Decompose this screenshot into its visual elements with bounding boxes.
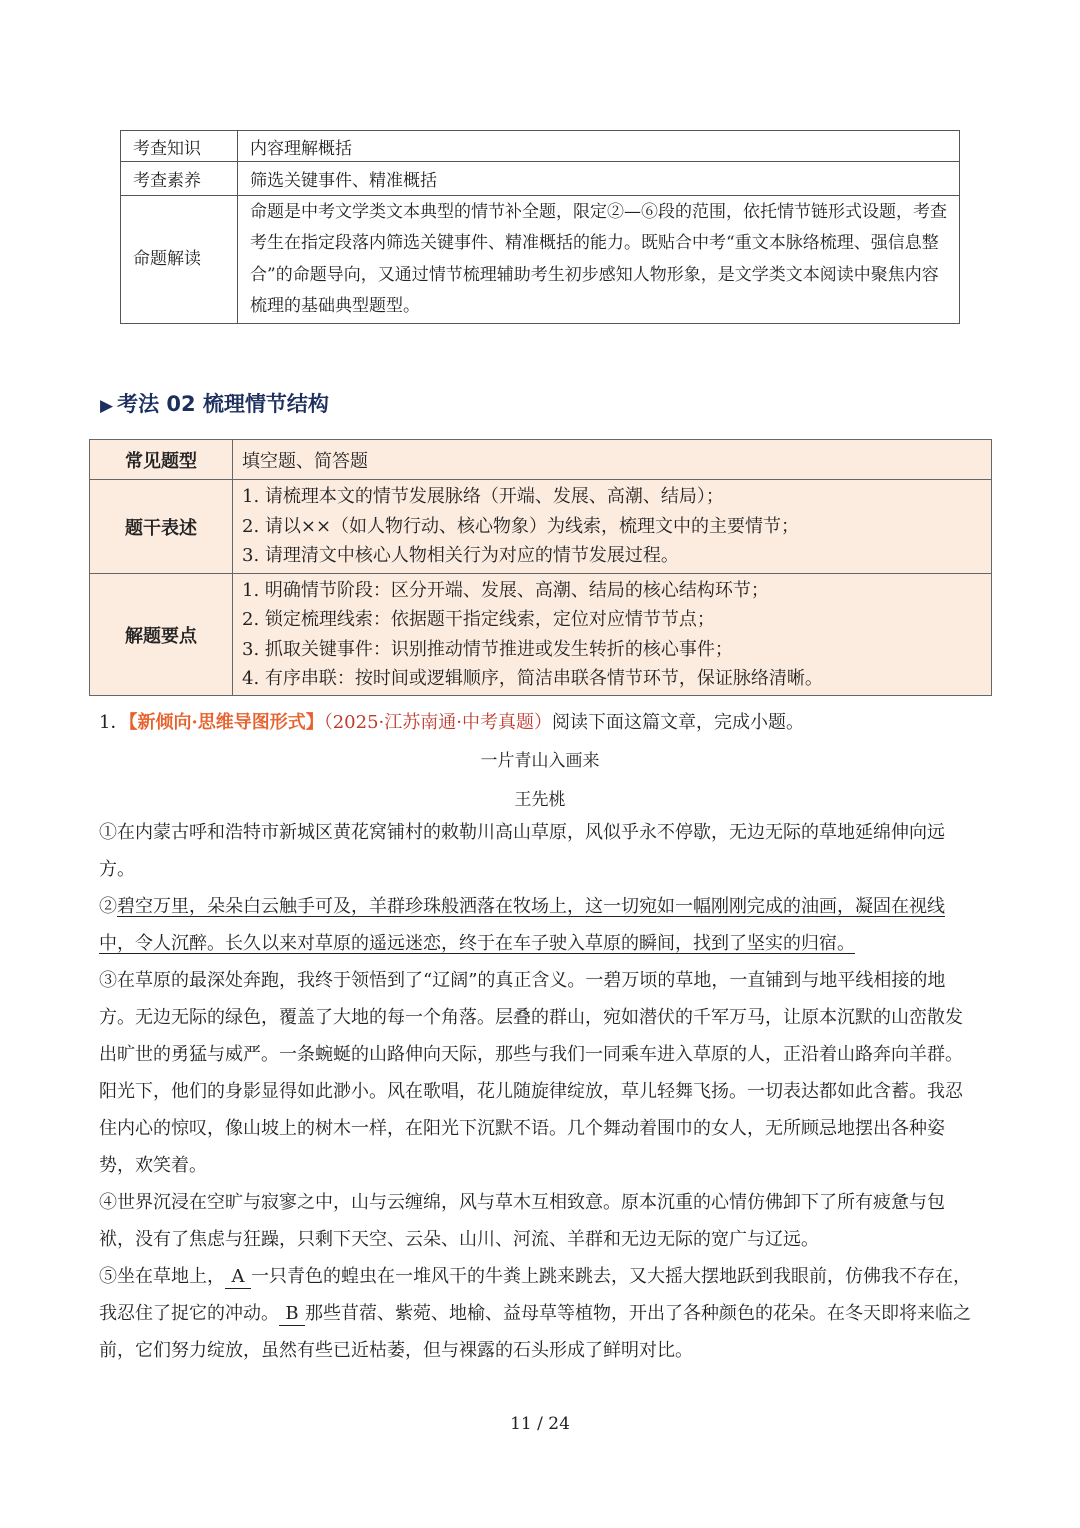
question-source: （2025·江苏南通·中考真题）: [323, 712, 552, 733]
table-row: [121, 196, 960, 324]
table-value: 筛选关键事件、精准概括: [238, 162, 960, 196]
exam-info-table: [120, 130, 960, 324]
table-row: [121, 162, 960, 196]
section-heading: [100, 388, 329, 418]
list-item: 2. 请以××（如人物行动、核心物象）为线索，梳理文中的主要情节；: [242, 515, 800, 537]
list-item: 1. 明确情节阶段：区分开端、发展、高潮、结局的核心结构环节；: [242, 579, 769, 601]
article-title: 一片青山入画来: [480, 751, 600, 771]
paragraph-3: ③在草原的最深处奔跑，我终于领悟到了“辽阔”的真正含义。一碧万顷的草地，一直铺到与地平线相接的地方。无边无际的绿色，覆盖了大地的每一个角落。层叠的群山，宛如潜伏的千军万马，让原本沉默的山峦散发出旷世的勇猛与威严。一条蜿蜒的山路伸向天际，那些与我们一同乘车进入草原的人，正沿着山路奔向羊群。阳光下，他们的身影显得如此渺小。风在歌唱，花儿随旋律绽放，草儿轻舞飞扬。一切表达都如此含蓄。我忍住内心的惊叹，像山坡上的树木一样，在阳光下沉默不语。几个舞动着围巾的女人，无所顾忌地摆出各种姿势，欢笑着。: [99, 970, 963, 1176]
table-value: 填空题、简答题: [233, 440, 992, 480]
paragraph-text: 一只青色的蝗虫在一堆风干的牛粪上跳来跳去，又大摇大摆地跃到我眼前，仿佛我不存在，我忍住了捉它的冲动。: [99, 1266, 971, 1324]
list-item: 2. 锁定梳理线索：依据题干指定线索，定位对应情节节点；: [242, 609, 715, 630]
table-row: [90, 440, 992, 480]
question-line: [99, 708, 804, 734]
paragraph-text: 那些苜蓿、紫菀、地榆、益母草等植物，开出了各种颜色的花朵。在冬天即将来临之前，它们努力绽放，虽然有些已近枯萎，但与裸露的石头形成了鲜明对比。: [99, 1303, 971, 1361]
table-row: [121, 131, 960, 162]
underlined-sentence: 碧空万里，朵朵白云触手可及，羊群珍珠般洒落在牧场上，这一切宛如一幅刚刚完成的油画，凝固在视线中，令人沉醉。长久以来对草原的遥远迷恋，终于在车子驶入草原的瞬间，找到了坚实的归宿。: [99, 896, 945, 954]
table-key: 解题要点: [90, 574, 233, 696]
method-table: [89, 439, 992, 696]
triangle-marker-icon: ▶: [100, 396, 114, 416]
question-prompt: 阅读下面这篇文章，完成小题。: [551, 712, 804, 733]
question-number: 1．: [99, 712, 129, 733]
table-key: 题干表述: [90, 480, 233, 574]
paragraph-2: [99, 888, 979, 962]
paragraph-5: [99, 1258, 979, 1369]
paragraph-number: ②: [99, 896, 117, 917]
table-key: 考查素养: [121, 162, 238, 196]
table-row: [90, 574, 992, 696]
table-value: 内容理解概括: [238, 131, 960, 162]
blank-b: B: [279, 1303, 305, 1326]
table-key: 常见题型: [90, 440, 233, 480]
table-key: 考查知识: [121, 131, 238, 162]
tips-list: [233, 574, 992, 696]
article-author: 王先桃: [514, 790, 566, 810]
table-row: [90, 480, 992, 574]
paragraph-4: ④世界沉浸在空旷与寂寥之中，山与云缠绵，风与草木互相致意。原本沉重的心情仿佛卸下了所有疲惫与包袱，没有了焦虑与狂躁，只剩下天空、云朵、山川、河流、羊群和无边无际的宽广与辽远。: [99, 1192, 945, 1250]
section-title: 考法 02 梳理情节结构: [117, 392, 329, 416]
list-item: 4. 有序串联：按时间或逻辑顺序，简洁串联各情节环节，保证脉络清晰。: [242, 668, 823, 689]
stem-list: [233, 480, 992, 574]
table-key: 命题解读: [121, 196, 238, 324]
paragraph-1: ①在内蒙古呼和浩特市新城区黄花窝铺村的敕勒川高山草原，风似乎永不停歇，无边无际的草地延绵伸向远方。: [99, 822, 945, 880]
paragraph-text: ⑤坐在草地上，: [99, 1266, 225, 1287]
list-item: 3. 抓取关键事件：识别推动情节推进或发生转折的核心事件；: [242, 638, 733, 660]
table-value: 命题是中考文学类文本典型的情节补全题，限定②—⑥段的范围，依托情节链形式设题，考查考生在指定段落内筛选关键事件、精准概括的能力。既贴合中考“重文本脉络梳理、强信息整合”的命题导向，又通过情节梳理辅助考生初步感知人物形象，是文学类文本阅读中聚焦内容梳理的基础典型题型。: [238, 196, 960, 324]
list-item: 1. 请梳理本文的情节发展脉络（开端、发展、高潮、结局）；: [242, 486, 724, 508]
blank-a: A: [225, 1266, 251, 1289]
list-item: 3. 请理清文中核心人物相关行为对应的情节发展过程。: [242, 545, 679, 567]
question-tag: 【新倾向·思维导图形式】: [128, 712, 324, 733]
page-number: 11 / 24: [510, 1414, 570, 1434]
